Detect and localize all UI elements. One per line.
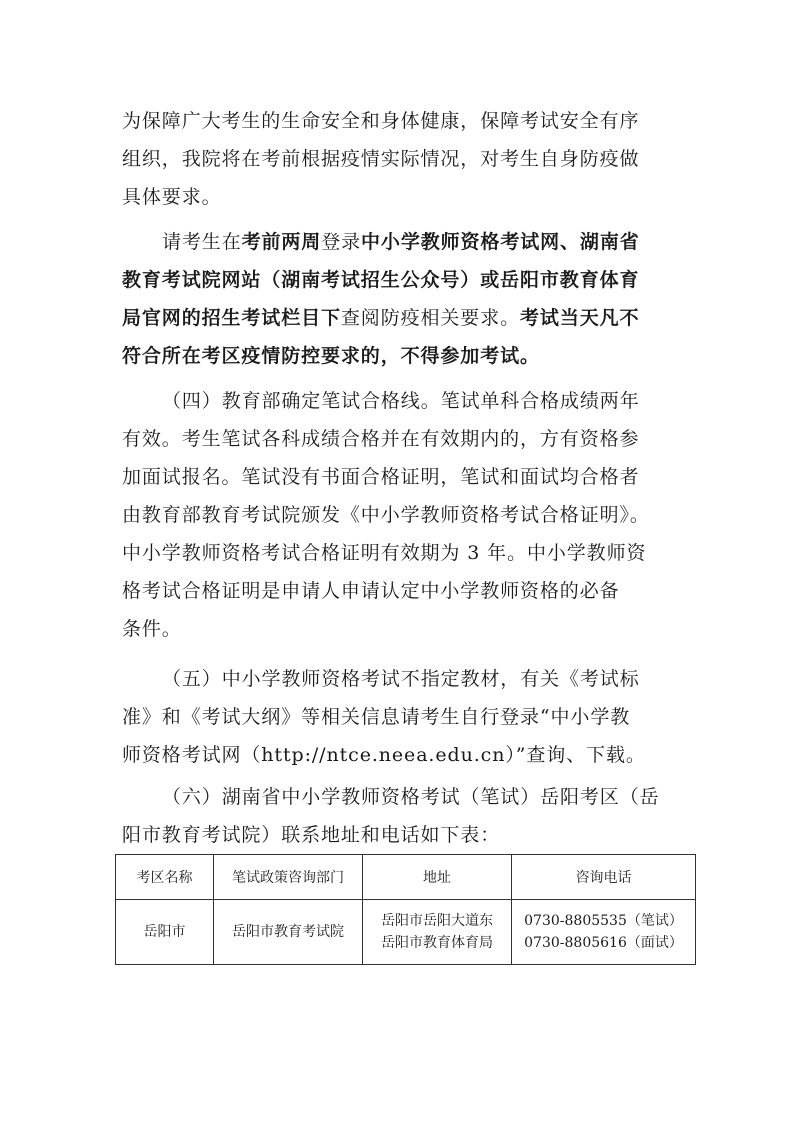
table-header-cell: 考区名称 bbox=[116, 855, 214, 900]
phone-cell bbox=[512, 900, 696, 965]
bold-segment: 教育考试院网站（湖南考试招生公众号）或岳阳市教育体育 bbox=[122, 269, 640, 291]
table-row bbox=[116, 900, 696, 965]
paragraph-section-5 bbox=[122, 660, 682, 774]
text-line: 组织，我院将在考前根据疫情实际情况，对考生自身防疫做 bbox=[122, 148, 640, 170]
phone-line: 0730-8805535（笔试） bbox=[524, 913, 683, 929]
bold-segment: 局官网的招生考试栏目下 bbox=[122, 307, 341, 329]
text-line bbox=[122, 337, 682, 375]
text-line: 中小学教师资格考试合格证明有效期为 3 年。中小学教师资 bbox=[122, 542, 647, 564]
table-header-cell: 笔试政策咨询部门 bbox=[214, 855, 363, 900]
region-cell: 岳阳市 bbox=[116, 900, 214, 965]
text-line: 准》和《考试大纲》等相关信息请考生自行登录“中小学教 bbox=[122, 706, 631, 728]
contact-table bbox=[115, 854, 696, 965]
department-cell: 岳阳市教育考试院 bbox=[214, 900, 363, 965]
bold-segment: 符合所在考区疫情防控要求的，不得参加考试。 bbox=[122, 345, 540, 367]
text-line: （四）教育部确定笔试合格线。笔试单科合格成绩两年 bbox=[162, 390, 640, 412]
phone-line: 0730-8805616（面试） bbox=[524, 935, 683, 951]
text-line: （五）中小学教师资格考试不指定教材，有关《考试标 bbox=[162, 668, 640, 690]
text-line: （六）湖南省中小学教师资格考试（笔试）岳阳考区（岳 bbox=[162, 786, 660, 808]
table-header-row bbox=[116, 855, 696, 900]
text-line: 由教育部教育考试院颁发《中小学教师资格考试合格证明》。 bbox=[122, 504, 650, 526]
paragraph-section-4 bbox=[122, 382, 682, 648]
text-line bbox=[122, 299, 682, 337]
bold-segment: 中小学教师资格考试网、湖南省 bbox=[361, 231, 640, 253]
table-header-cell: 咨询电话 bbox=[512, 855, 696, 900]
paragraph-epidemic-intro bbox=[122, 102, 682, 216]
text-line: 具体要求。 bbox=[122, 186, 222, 208]
text-line: 条件。 bbox=[122, 618, 182, 640]
text-segment: 登录 bbox=[321, 231, 362, 253]
text-line: 师资格考试网（http://ntce.neea.edu.cn）”查询、下载。 bbox=[122, 744, 646, 766]
text-line bbox=[122, 261, 682, 299]
text-segment: 查阅防疫相关要求。 bbox=[340, 307, 521, 329]
text-line: 为保障广大考生的生命安全和身体健康，保障考试安全有序 bbox=[122, 110, 640, 132]
text-line: 阳市教育考试院）联系地址和电话如下表： bbox=[122, 824, 501, 846]
address-line: 岳阳市教育体育局 bbox=[381, 935, 493, 951]
address-cell bbox=[363, 900, 512, 965]
bold-segment: 考试当天凡不 bbox=[520, 307, 640, 329]
paragraph-section-6 bbox=[122, 778, 682, 854]
text-line bbox=[122, 223, 682, 261]
text-line: 有效。考生笔试各科成绩合格并在有效期内的，方有资格参 bbox=[122, 428, 640, 450]
address-line: 岳阳市岳阳大道东 bbox=[381, 913, 493, 929]
paragraph-epidemic-requirements bbox=[122, 223, 682, 375]
text-line: 格考试合格证明是申请人申请认定中小学教师资格的必备 bbox=[122, 580, 620, 602]
bold-segment: 考前两周 bbox=[241, 231, 322, 253]
text-line: 加面试报名。笔试没有书面合格证明，笔试和面试均合格者 bbox=[122, 466, 640, 488]
text-segment: 请考生在 bbox=[162, 231, 242, 253]
table-header-cell: 地址 bbox=[363, 855, 512, 900]
